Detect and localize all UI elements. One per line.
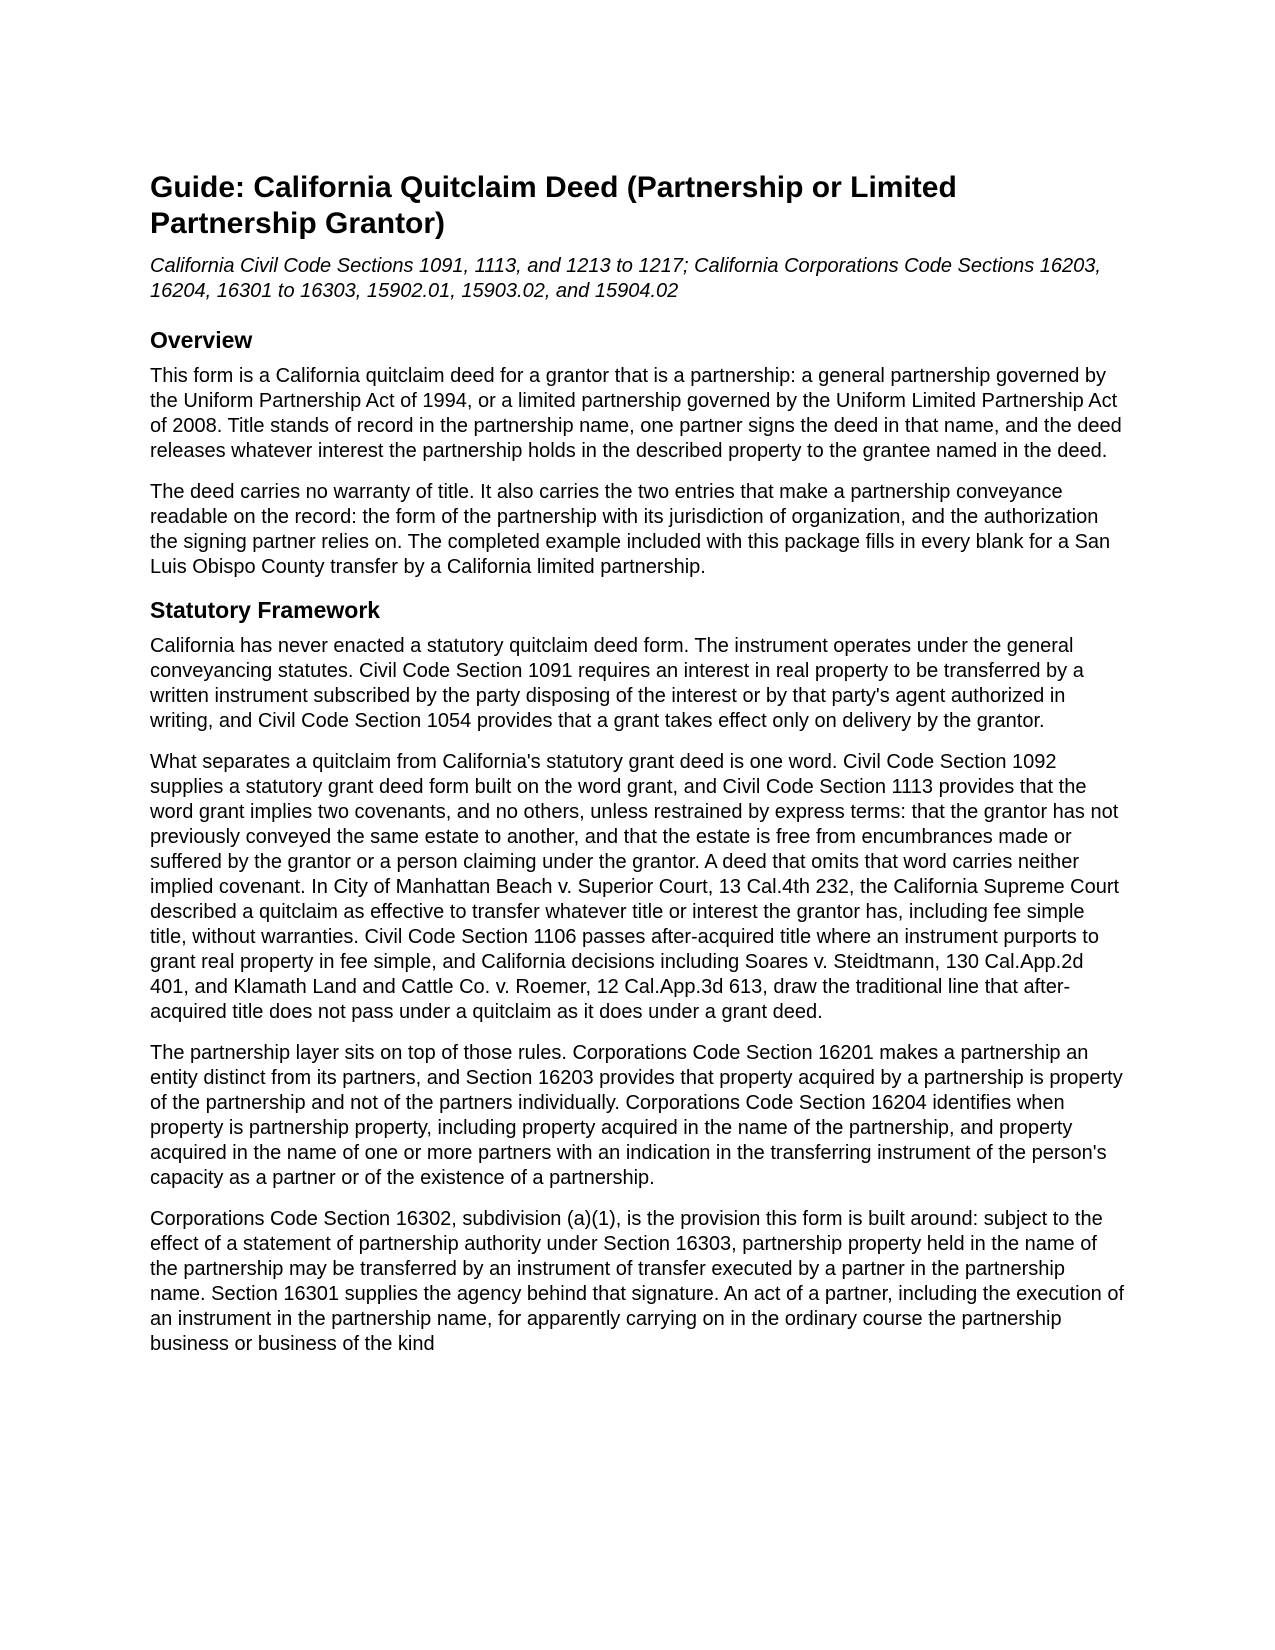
statute-citations: California Civil Code Sections 1091, 1113, and 1213 to 1217; California Corporations Code Sections 16203, 16204, 16301 to 16303, 15902.01, 15903.02, and 15904.02	[150, 255, 1101, 302]
document-page	[150, 170, 1125, 1373]
paragraph: This form is a California quitclaim deed for a grantor that is a partnership: a general partnership governed by the Uniform Partnership Act of 1994, or a limited partnership governed by the Uniform Limited Partnership Act of 2008. Title stands of record in the partnership name, one partner signs the deed in that name, and the deed releases whatever interest the partnership holds in the described property to the grantee named in the deed.	[150, 365, 1122, 462]
section-overview	[150, 326, 1125, 580]
document-title: Guide: California Quitclaim Deed (Partnership or Limited Partnership Grantor)	[150, 171, 957, 240]
paragraph: The partnership layer sits on top of those rules. Corporations Code Section 16201 makes a partnership an entity distinct from its partners, and Section 16203 provides that property acquired by a partnership is property of the partnership and not of the partners individually. Corporations Code Section 16204 identifies when property is partnership property, including property acquired in the name of the partnership, and property acquired in the name of one or more partners with an indication in the transferring instrument of the person's capacity as a partner or of the existence of a partnership.	[150, 1042, 1123, 1189]
section-statutory-framework	[150, 596, 1125, 1357]
paragraph: What separates a quitclaim from California's statutory grant deed is one word. Civil Code Section 1092 supplies a statutory grant deed form built on the word grant, and Civil Code Section 1113 provides that the word grant implies two covenants, and no others, unless restrained by express terms: that the grantor has not previously conveyed the same estate to another, and that the estate is free from encumbrances made or suffered by the grantor or a person claiming under the grantor. A deed that omits that word carries neither implied covenant. In City of Manhattan Beach v. Superior Court, 13 Cal.4th 232, the California Supreme Court described a quitclaim as effective to transfer whatever title or interest the grantor has, including fee simple title, without warranties. Civil Code Section 1106 passes after-acquired title where an instrument purports to grant real property in fee simple, and California decisions including Soares v. Steidtmann, 130 Cal.App.2d 401, and Klamath Land and Cattle Co. v. Roemer, 12 Cal.App.3d 613, draw the traditional line that after-acquired title does not pass under a quitclaim as it does under a grant deed.	[150, 751, 1120, 1023]
paragraph: Corporations Code Section 16302, subdivision (a)(1), is the provision this form is built around: subject to the effect of a statement of partnership authority under Section 16303, partnership property held in the name of the partnership may be transferred by an instrument of transfer executed by a partner in the partnership name. Section 16301 supplies the agency behind that signature. An act of a partner, including the execution of an instrument in the partnership name, for apparently carrying on in the ordinary course the partnership business or business of the kind	[150, 1208, 1125, 1355]
paragraph: The deed carries no warranty of title. It also carries the two entries that make a partnership conveyance readable on the record: the form of the partnership with its jurisdiction of organization, and the authorization the signing partner relies on. The completed example included with this package fills in every blank for a San Luis Obispo County transfer by a California limited partnership.	[150, 481, 1111, 578]
paragraph: California has never enacted a statutory quitclaim deed form. The instrument operates under the general conveyancing statutes. Civil Code Section 1091 requires an interest in real property to be transferred by a written instrument subscribed by the party disposing of the interest or by that party's agent authorized in writing, and Civil Code Section 1054 provides that a grant takes effect only on delivery by the grantor.	[150, 635, 1084, 732]
section-heading: Overview	[150, 327, 253, 353]
section-heading: Statutory Framework	[150, 597, 381, 623]
